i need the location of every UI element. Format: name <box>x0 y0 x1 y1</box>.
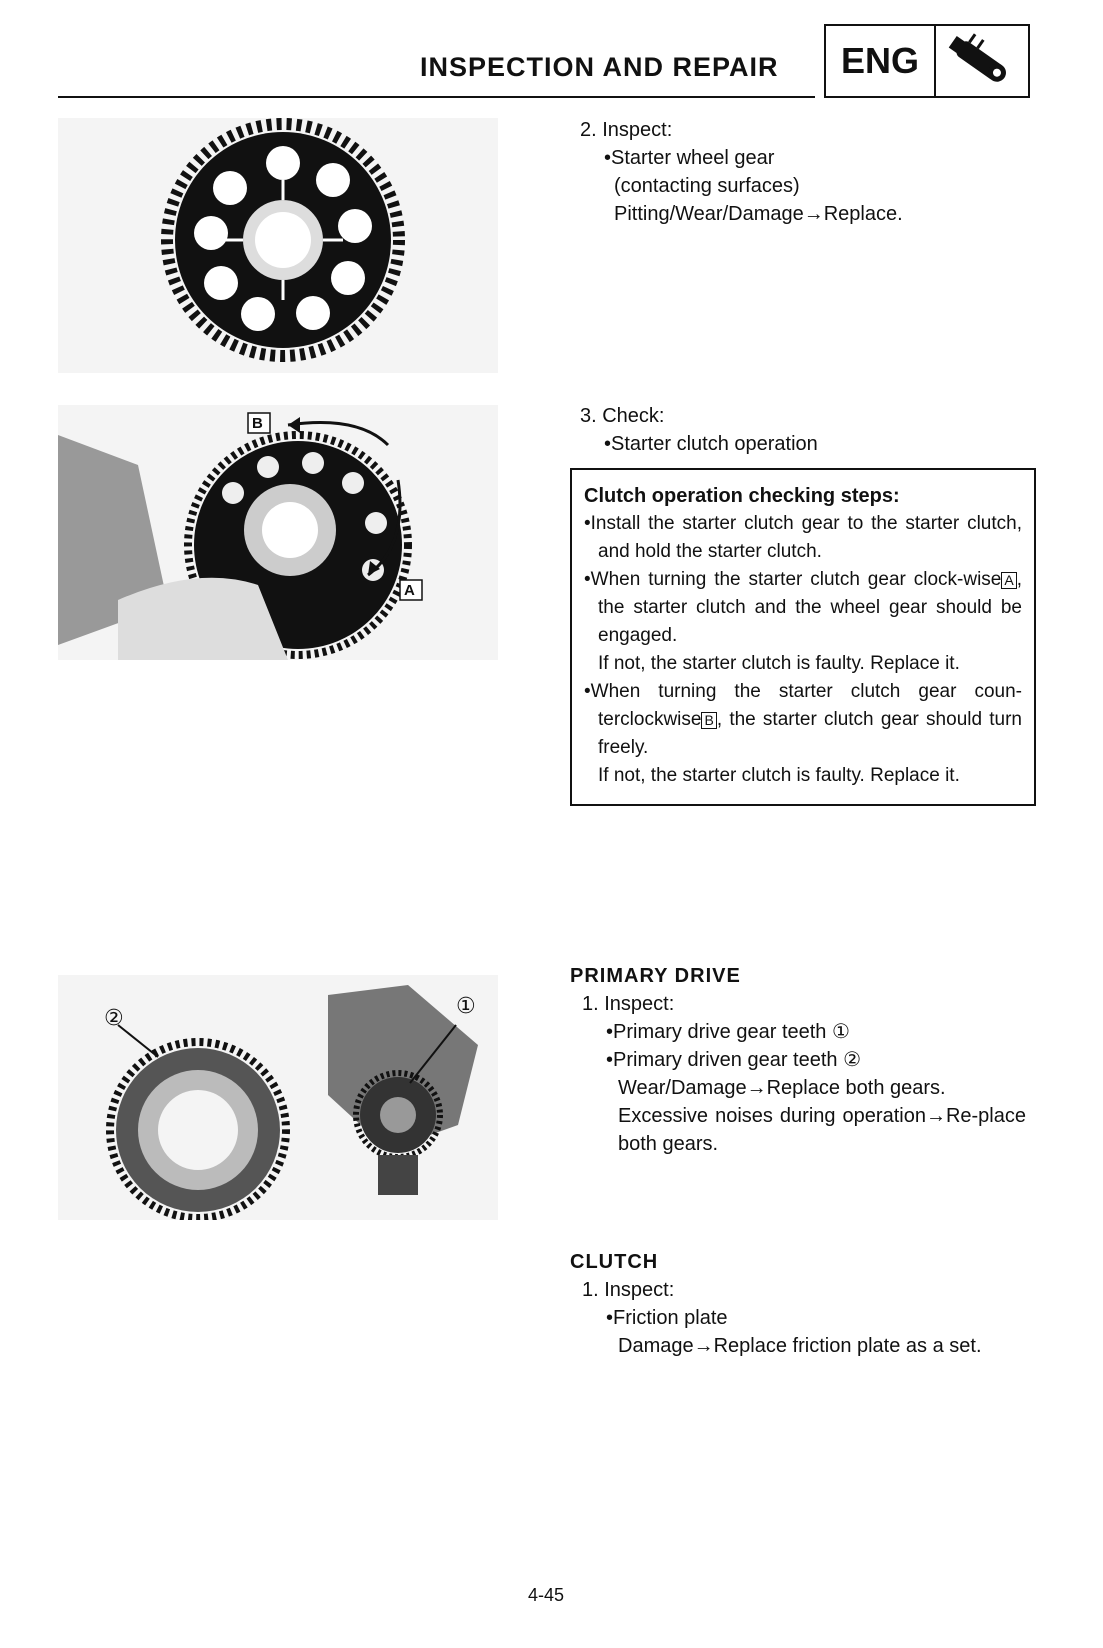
photo-label-2: ② <box>104 1005 124 1030</box>
photo-label-b: B <box>252 415 263 432</box>
checking-step-2: •When turning the starter clutch gear clock-wise A , the starter clutch and the wheel gear should be engaged. <box>584 569 1022 646</box>
starter-clutch-photo <box>58 405 498 660</box>
clutch-heading: CLUTCH <box>570 1251 659 1273</box>
starter-gear-step: 2. Inspect: <box>580 119 673 141</box>
clutch-checking-steps-box <box>570 468 1036 806</box>
primary-drive-item-1: •Primary drive gear teeth ① <box>606 1021 850 1043</box>
starter-wheel-gear-photo <box>58 118 498 373</box>
photo-label-1: ① <box>456 993 476 1018</box>
starter-gear-action: Pitting/Wear/Damage→Replace. <box>614 203 903 225</box>
engine-icon <box>936 26 1028 96</box>
primary-drive-item-2: •Primary driven gear teeth ② <box>606 1049 862 1071</box>
starter-clutch-step: 3. Check: <box>580 405 665 427</box>
header-rule <box>58 96 815 98</box>
page-number: 4-45 <box>528 1585 565 1605</box>
ref-b-label: B <box>701 712 716 729</box>
starter-gear-item: •Starter wheel gear <box>604 147 775 169</box>
primary-drive-step: 1. Inspect: <box>582 993 675 1015</box>
clutch-step: 1. Inspect: <box>582 1279 675 1301</box>
ref-a-label: A <box>1001 572 1016 589</box>
primary-drive-action-2: Excessive noises during operation→Re-place both gears. <box>618 1105 1026 1155</box>
page-title: INSPECTION AND REPAIR <box>420 52 779 82</box>
primary-drive-action-1: Wear/Damage→Replace both gears. <box>618 1077 946 1099</box>
checking-step-3: •When turning the starter clutch gear coun-terclockwise B , the starter clutch gear should turn freely. <box>584 681 1022 758</box>
starter-clutch-item: •Starter clutch operation <box>604 433 818 455</box>
primary-drive-gears-photo <box>58 975 498 1220</box>
starter-gear-subitem: (contacting surfaces) <box>614 175 800 197</box>
primary-drive-heading: PRIMARY DRIVE <box>570 965 741 987</box>
checking-step-1: •Install the starter clutch gear to the starter clutch, and hold the starter clutch. <box>584 513 1022 562</box>
section-code: ENG <box>826 26 936 96</box>
checking-step-2-fault: If not, the starter clutch is faulty. Replace it. <box>598 653 960 674</box>
checking-step-3-fault: If not, the starter clutch is faulty. Replace it. <box>598 765 960 786</box>
checking-steps-title: Clutch operation checking steps: <box>584 485 900 507</box>
clutch-item: •Friction plate <box>606 1307 728 1329</box>
clutch-action: Damage→Replace friction plate as a set. <box>618 1335 982 1357</box>
photo-label-a: A <box>404 582 415 599</box>
section-tab <box>824 24 1030 98</box>
